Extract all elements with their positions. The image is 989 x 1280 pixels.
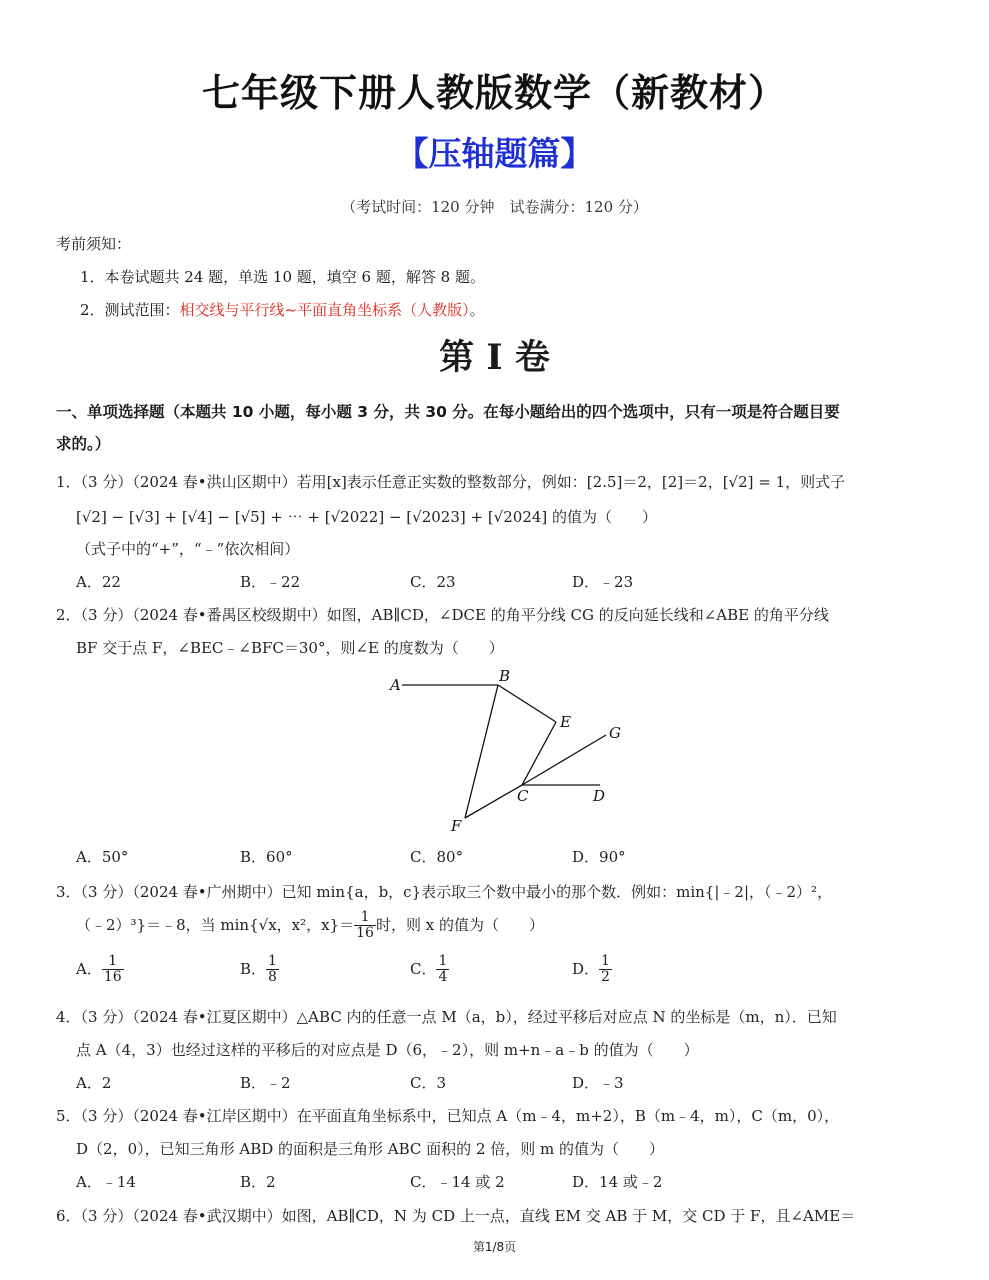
q4-line2: 点 A（4，3）也经过这样的平移后的对应点是 D（6，﹣2），则 m+n﹣a﹣b 的值为（ ）	[76, 1041, 699, 1059]
q3-option-a-label: A．	[76, 959, 102, 978]
q3-option-a-den: 16	[103, 969, 122, 986]
q3-option-c-den: 4	[438, 969, 448, 986]
test-range: 相交线与平行线~平面直角坐标系（人教版）	[179, 301, 470, 319]
q1-line2: [√2] − [√3] + [√4] − [√5] + ⋯ + [√2022] − [√2023] + [√2024] 的值为（ ）	[76, 508, 658, 526]
notice-item-1: 1．本卷试题共 24 题，单选 10 题，填空 6 题，解答 8 题。	[80, 268, 485, 286]
document-subtitle: 【压轴题篇】	[395, 134, 594, 173]
q4-option-a: A．2	[76, 1074, 112, 1092]
label-g: G	[609, 724, 621, 742]
q3-option-d-den: 2	[601, 969, 610, 986]
q2-option-d: D．90°	[572, 848, 626, 866]
q4-option-d: D．﹣3	[572, 1074, 624, 1092]
q2-option-a: A．50°	[76, 848, 129, 866]
q5-line1: 5．（3 分）（2024 春•江岸区期中）在平面直角坐标系中，已知点 A（m﹣4，m+2），B（m﹣4，m），C（m，0），	[56, 1107, 840, 1125]
q3-line2	[76, 910, 544, 942]
label-a: A	[390, 676, 401, 694]
q6-line1: 6．（3 分）（2024 春•武汉期中）如图，AB∥CD，N 为 CD 上一点，直线 EM 交 AB 于 M，交 CD 于 F，且∠AME＝	[56, 1207, 856, 1225]
section-heading-cont: 求的。）	[56, 435, 111, 453]
label-c: C	[517, 787, 529, 805]
label-d: D	[593, 787, 606, 805]
q5-option-c: C．﹣14 或 2	[410, 1173, 505, 1191]
q2-option-b: B．60°	[240, 848, 293, 866]
notice-item-2-prefix: 2．测试范围：	[80, 301, 180, 319]
q2-option-c: C．80°	[410, 848, 464, 866]
q1-line1: 1．（3 分）（2024 春•洪山区期中）若用[x]表示任意正实数的整数部分，例如：[2.5]＝2，[2]＝2，[√2] = 1，则式子	[56, 473, 846, 491]
q3-option-d-num: 1	[601, 953, 610, 969]
q3-fraction-num: 1	[354, 910, 376, 926]
q3-fraction-den: 16	[356, 925, 374, 942]
q1-line3: （式子中的“+”，“﹣”依次相间）	[76, 540, 300, 558]
q3-option-c-label: C．	[410, 959, 437, 978]
q3-option-d	[572, 954, 612, 986]
notice-item-2	[80, 299, 485, 320]
q1-option-c: C．23	[410, 573, 456, 591]
page-number: 第1/8页	[472, 1240, 517, 1254]
q5-option-b: B．2	[240, 1173, 276, 1191]
q3-line2-a: （﹣2）³}＝﹣8，当 min{√x，x²，x}＝	[76, 915, 355, 934]
q3-option-c	[410, 954, 449, 986]
q3-option-b-num: 1	[268, 953, 277, 969]
q3-option-d-label: D．	[572, 959, 600, 978]
q5-option-d: D．14 或﹣2	[572, 1173, 663, 1191]
document-title: 七年级下册人教版数学（新教材）	[201, 71, 787, 115]
notice-heading: 考前须知：	[56, 235, 132, 253]
q2-geometry-figure	[380, 660, 630, 840]
q4-option-c: C．3	[410, 1074, 447, 1092]
q3-option-b-label: B．	[240, 959, 267, 978]
notice-item-2-suffix: 。	[469, 301, 485, 319]
q2-line2: BF 交于点 F，∠BEC﹣∠BFC＝30°，则∠E 的度数为（ ）	[76, 639, 504, 657]
q5-line2: D（2，0），已知三角形 ABD 的面积是三角形 ABC 面积的 2 倍，则 m 的值为（ ）	[76, 1140, 665, 1158]
q3-option-b	[240, 954, 279, 986]
q3-option-a-num: 1	[102, 954, 124, 970]
label-f: F	[451, 817, 462, 835]
q1-option-a: A．22	[76, 573, 121, 591]
q1-option-b: B．﹣22	[240, 573, 301, 591]
q1-option-d: D．﹣23	[572, 573, 634, 591]
q3-fraction	[354, 910, 376, 942]
q4-line1: 4．（3 分）（2024 春•江夏区期中）△ABC 内的任意一点 M（a，b），经过平移后对应点 N 的坐标是（m，n）．已知	[56, 1008, 837, 1026]
exam-info: （考试时间：120 分钟 试卷满分：120 分）	[341, 198, 648, 216]
q3-option-c-num: 1	[438, 953, 448, 969]
q5-option-a: A．﹣14	[76, 1173, 136, 1191]
q3-option-b-den: 8	[268, 969, 277, 986]
volume-title: 第 I 卷	[439, 337, 550, 378]
section-heading: 一、单项选择题（本题共 10 小题，每小题 3 分，共 30 分。在每小题给出的四个选项中，只有一项是符合题目要	[56, 403, 840, 421]
q4-option-b: B．﹣2	[240, 1074, 291, 1092]
label-b: B	[499, 667, 511, 685]
q2-line1: 2．（3 分）（2024 春•番禺区校级期中）如图，AB∥CD，∠DCE 的角平分线 CG 的反向延长线和∠ABE 的角平分线	[56, 606, 829, 624]
label-e: E	[560, 713, 571, 731]
q3-line2-b: 时，则 x 的值为（ ）	[375, 915, 544, 934]
q3-line1: 3．（3 分）（2024 春•广州期中）已知 min{a，b，c}表示取三个数中最小的那个数．例如：min{|﹣2|，（﹣2）²，	[56, 883, 833, 901]
q3-option-a	[76, 954, 124, 986]
